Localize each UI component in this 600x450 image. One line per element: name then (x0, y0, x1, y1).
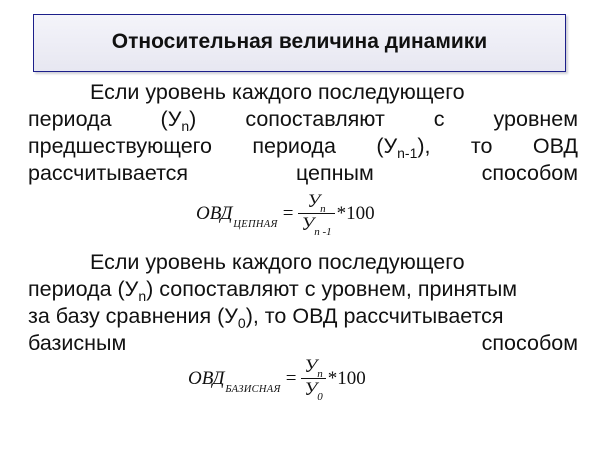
formula-lhs-text: ОВД (196, 202, 233, 224)
word: уровнем (493, 107, 578, 131)
word: рассчитывается (28, 161, 189, 185)
para2-line4 (28, 330, 578, 357)
den-symbol: У (304, 379, 318, 400)
denominator (301, 379, 325, 401)
subscript: n (138, 288, 147, 304)
word-paren-yn (161, 106, 197, 133)
para2-line2 (28, 276, 578, 303)
word: с (433, 107, 445, 131)
word: периода (28, 107, 112, 131)
multiplier: *100 (336, 202, 375, 224)
equals-sign: = (285, 367, 297, 389)
word: (У (376, 134, 398, 158)
paragraph-chain (28, 79, 578, 187)
word: периода (252, 134, 336, 158)
word: предшествующего (28, 134, 212, 158)
formula-base-lhs (188, 367, 281, 395)
text: ), то ОВД рассчитывается (245, 304, 504, 328)
word: цепным (295, 161, 374, 185)
formula-base (188, 356, 366, 401)
formula-chain-lhs (196, 202, 278, 230)
numerator (301, 356, 325, 378)
fraction (301, 356, 325, 401)
para2-line3 (28, 303, 578, 330)
subscript: n (181, 118, 190, 134)
subscript: n-1 (397, 145, 418, 161)
equals-sign: = (282, 202, 294, 224)
subscript: 0 (237, 315, 246, 331)
word: ), (417, 134, 431, 158)
word-paren-yn1 (376, 133, 430, 160)
para2-line1: Если уровень каждого последующего (90, 250, 465, 274)
formula-chain (196, 191, 375, 236)
num-subscript: n (317, 368, 323, 380)
text: за базу сравнения (У (28, 304, 238, 328)
num-symbol: У (307, 191, 321, 212)
word: (У (160, 107, 182, 131)
num-symbol: У (304, 356, 318, 377)
numerator (304, 191, 328, 213)
den-subscript: n -1 (314, 226, 332, 238)
formula-lhs-subscript: БАЗИСНАЯ (225, 383, 281, 395)
word: способом (481, 331, 578, 355)
para1-line1: Если уровень каждого последующего (90, 80, 465, 104)
slide-title: Относительная величина динамики (111, 30, 488, 53)
fraction (298, 191, 334, 236)
word: ОВД (532, 134, 578, 158)
paragraph-base (28, 249, 578, 357)
multiplier: *100 (327, 367, 366, 389)
word: способом (481, 161, 578, 185)
word: сопоставляют (245, 107, 385, 131)
word: ) (189, 107, 197, 131)
word: то (470, 134, 493, 158)
slide-title-box (33, 14, 566, 72)
den-symbol: У (301, 214, 315, 235)
formula-lhs-text: ОВД (188, 367, 225, 389)
para1-line4 (28, 160, 578, 187)
para2-line2-text (28, 276, 517, 303)
para1-line3 (28, 133, 578, 160)
text: периода (У (28, 277, 139, 301)
para2-line3-text (28, 303, 504, 330)
word: базисным (28, 331, 127, 355)
denominator (298, 214, 334, 236)
text: ) сопоставляют с уровнем, принятым (146, 277, 518, 301)
para1-line2 (28, 106, 578, 133)
num-subscript: n (320, 203, 326, 215)
den-subscript: 0 (317, 391, 323, 403)
formula-lhs-subscript: ЦЕПНАЯ (233, 218, 278, 230)
